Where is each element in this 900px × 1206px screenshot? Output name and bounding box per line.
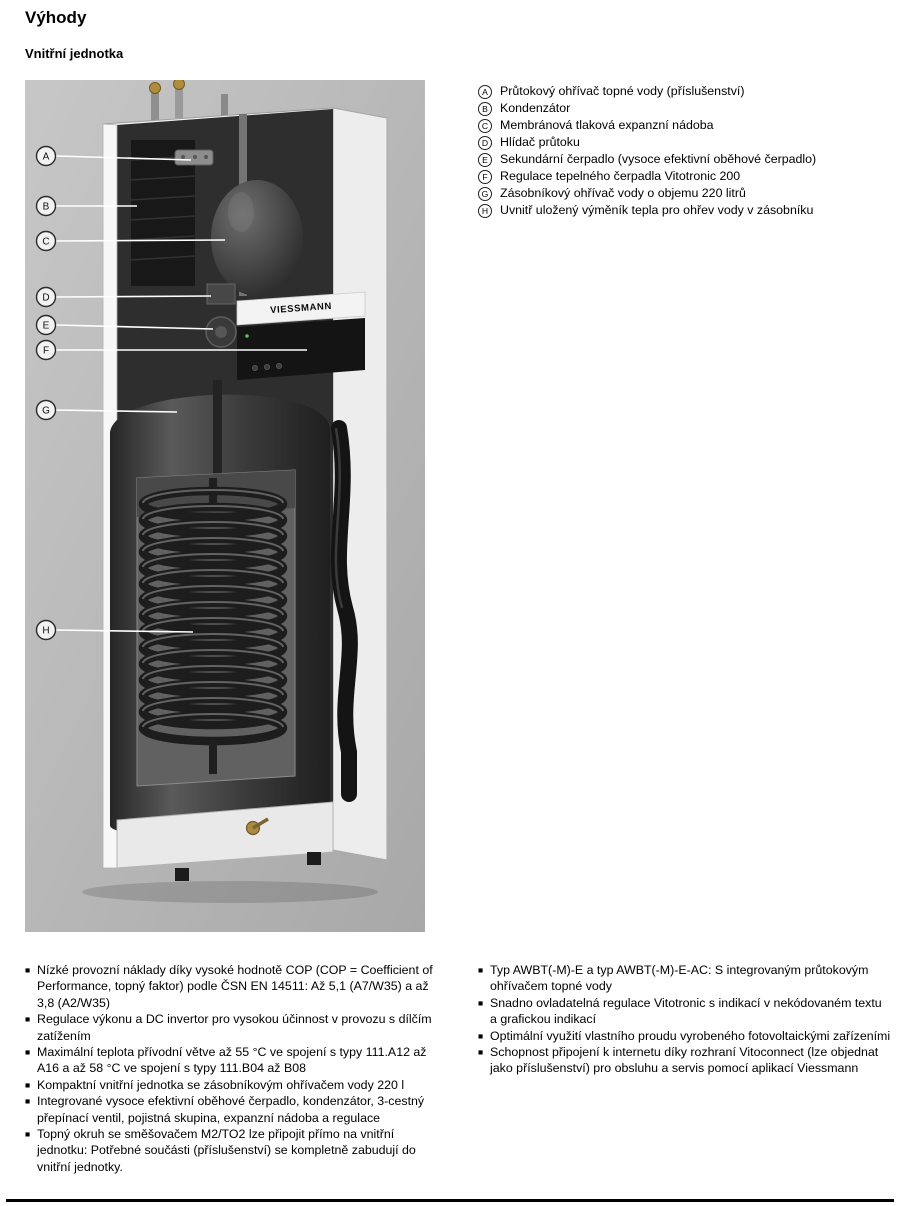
legend-item <box>478 84 894 99</box>
bullet-text: Integrované vysoce efektivní oběhové čerpadlo, kondenzátor, 3-cestný přepínací ventil, pojistná skupina, expanzní nádoba a regulace <box>37 1094 425 1125</box>
section-subtitle: Vnitřní jednotka <box>25 46 124 61</box>
bullet-item <box>25 1126 447 1175</box>
unit-foot <box>175 868 189 881</box>
control-module-shape <box>237 318 365 380</box>
callout-key-badge: E <box>478 153 492 167</box>
bullet-item <box>478 995 892 1028</box>
bullet-item <box>478 962 892 995</box>
callout-key-badge: G <box>478 187 492 201</box>
bullet-marker: ■ <box>478 1030 484 1041</box>
legend-item <box>478 186 894 201</box>
bullet-item <box>25 1077 447 1093</box>
bullet-marker: ■ <box>25 1014 31 1025</box>
bullet-marker: ■ <box>478 1047 484 1058</box>
unit-cutaway-illustration <box>25 80 425 932</box>
legend-label: Zásobníkový ohřívač vody o objemu 220 litrů <box>500 186 746 200</box>
brand-logo-text: VIESSMANN <box>269 300 333 317</box>
callout-key-badge: B <box>478 102 492 116</box>
flow-switch-shape <box>207 284 235 304</box>
page-title: Výhody <box>25 8 87 27</box>
callout-letter: H <box>42 625 50 637</box>
bullet-item <box>25 1011 447 1044</box>
secondary-pump-shape <box>206 317 236 347</box>
bullet-marker: ■ <box>478 965 484 975</box>
bullet-text: Schopnost připojení k internetu díky rozhraní Vitoconnect (lze objednat jako příslušenství) pro obsluhu a servis pomocí aplikací Viessmann <box>490 1045 879 1076</box>
bullet-item <box>25 1093 447 1126</box>
legend-label: Uvnitř uložený výměník tepla pro ohřev vody v zásobníku <box>500 203 814 217</box>
bullet-marker: ■ <box>25 1096 31 1107</box>
legend-label: Regulace tepelného čerpadla Vitotronic 200 <box>500 169 741 183</box>
bullet-marker: ■ <box>25 1079 31 1090</box>
legend-label: Membránová tlaková expanzní nádoba <box>500 118 714 132</box>
bullet-marker: ■ <box>25 1129 31 1140</box>
bullet-marker: ■ <box>25 965 31 975</box>
legend-item <box>478 101 894 116</box>
bullet-text: Topný okruh se směšovačem M2/TO2 lze připojit přímo na vnitřní jednotku: Potřebné součásti (příslušenství) se kompletně zabudují do vnitřní jednotky. <box>37 1127 416 1174</box>
bullet-text: Maximální teplota přívodní větve až 55 °C ve spojení s typy 111.A12 až A16 a až 58 °C ve spojení s typy 111.B04 až B08 <box>37 1045 427 1076</box>
footer-rule <box>6 1199 894 1202</box>
bullet-marker: ■ <box>478 997 484 1008</box>
bullet-text: Snadno ovladatelná regulace Vitotronic s indikací v nekódovaném textu a grafickou indikací <box>490 995 882 1027</box>
benefits-column-right <box>478 962 892 1077</box>
floor-shadow <box>82 881 378 903</box>
bullet-item <box>478 1044 892 1077</box>
callout-letter: E <box>42 320 50 332</box>
callout-key-badge: F <box>478 170 492 184</box>
callout-key-badge: D <box>478 136 492 150</box>
callout-key-badge: H <box>478 204 492 218</box>
bullet-item <box>25 962 447 1011</box>
callout-letter: D <box>42 292 50 304</box>
bullet-text: Optimální využití vlastního proudu vyrobeného fotovoltaickými zařízeními <box>490 1028 891 1043</box>
legend-item <box>478 135 894 150</box>
unit-foot <box>307 852 321 865</box>
bullet-item <box>25 1044 447 1077</box>
bullet-marker: ■ <box>25 1047 31 1058</box>
callout-letter: B <box>42 201 50 213</box>
legend-item <box>478 152 894 167</box>
legend-item <box>478 118 894 133</box>
component-legend <box>478 84 894 220</box>
bullet-text: Nízké provozní náklady díky vysoké hodnotě COP (COP = Coefficient of Performance, topný faktor) podle ČSN EN 14511: Až 5,1 (A7/W35) a až 3,8 (A2/W35) <box>37 963 433 1010</box>
indoor-unit-figure <box>25 80 425 932</box>
callout-key-badge: C <box>478 119 492 133</box>
legend-label: Průtokový ohřívač topné vody (příslušenství) <box>500 84 745 98</box>
bullet-item <box>478 1028 892 1044</box>
legend-label: Hlídač průtoku <box>500 135 580 149</box>
legend-label: Sekundární čerpadlo (vysoce efektivní oběhové čerpadlo) <box>500 152 817 166</box>
callout-letter: G <box>42 405 50 417</box>
bullet-text: Kompaktní vnitřní jednotka se zásobníkovým ohřívačem vody 220 l <box>37 1077 405 1092</box>
bullet-text: Regulace výkonu a DC invertor pro vysokou účinnost v provozu s dílčím zatížením <box>37 1012 432 1043</box>
callout-letter: A <box>42 151 50 163</box>
bullet-text: Typ AWBT(-M)-E a typ AWBT(-M)-E-AC: S integrovaným průtokovým ohřívačem topné vody <box>490 963 869 994</box>
callout-letter: C <box>42 236 50 248</box>
flow-heater-shape <box>175 150 213 165</box>
benefits-column-left <box>25 962 447 1175</box>
callout-key-badge: A <box>478 85 492 99</box>
legend-item <box>478 169 894 184</box>
expansion-vessel-shape <box>211 180 303 296</box>
legend-label: Kondenzátor <box>500 101 571 115</box>
legend-item <box>478 203 894 218</box>
callout-letter: F <box>42 345 50 357</box>
